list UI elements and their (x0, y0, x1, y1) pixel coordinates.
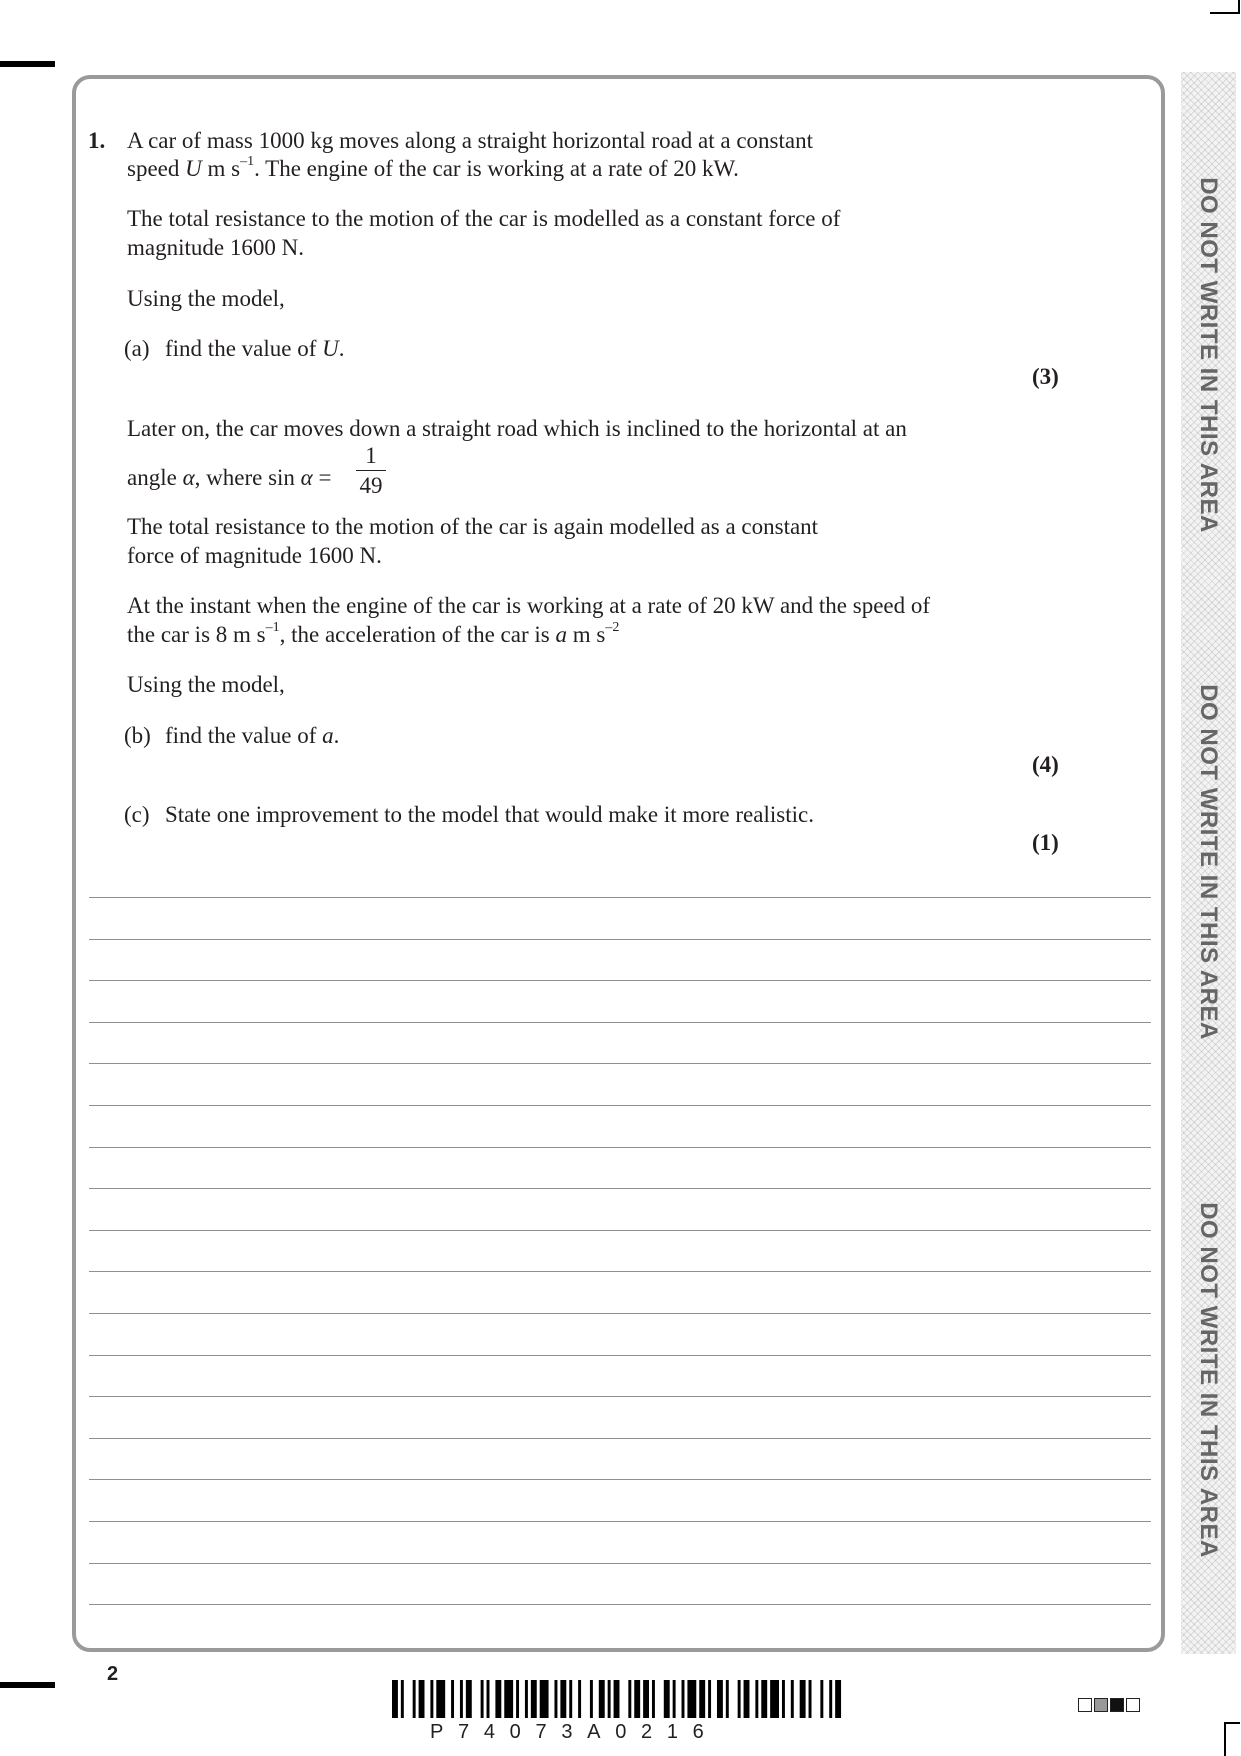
resistance-again-text: The total resistance to the motion of the car is again modelled as a constant (127, 514, 819, 539)
answer-line[interactable] (89, 1271, 1151, 1272)
answer-line[interactable] (89, 1147, 1151, 1148)
part-b-text: find the value of a. (165, 723, 340, 748)
barcode-bar (782, 1680, 785, 1718)
barcode-bar (761, 1680, 767, 1718)
answer-line[interactable] (89, 1563, 1151, 1564)
answer-line[interactable] (89, 1479, 1151, 1480)
question-intro-line: speed U m $s^{-1}$. The engine of the car is working at a rate of 20 kW. (127, 154, 739, 181)
part-a-marks: (3) (1032, 364, 1059, 389)
using-model-text: Using the model, (127, 286, 285, 311)
part-c-marks: (1) (1032, 830, 1059, 855)
answer-line[interactable] (89, 1022, 1151, 1023)
barcode (392, 1680, 844, 1720)
barcode-bar (687, 1680, 696, 1718)
part-a-text: find the value of U. (165, 336, 345, 361)
page-number: 2 (107, 1663, 119, 1685)
angle-text: angle α, where sin α = (127, 465, 332, 490)
barcode-bar (540, 1680, 549, 1718)
barcode-bar (554, 1680, 557, 1718)
answer-line[interactable] (89, 939, 1151, 940)
barcode-bar (451, 1680, 454, 1718)
question-number: 1. (88, 128, 106, 153)
barcode-bar (608, 1680, 611, 1718)
resistance-again-text: force of magnitude 1600 N. (127, 543, 382, 568)
crop-mark (1210, 0, 1240, 14)
barcode-bar (590, 1680, 593, 1718)
barcode-bar (708, 1680, 711, 1718)
check-square (1094, 1698, 1108, 1712)
barcode-bar (495, 1680, 501, 1718)
answer-line[interactable] (89, 1438, 1151, 1439)
answer-line[interactable] (89, 1230, 1151, 1231)
answer-line[interactable] (89, 1521, 1151, 1522)
barcode-bar (634, 1680, 640, 1718)
barcode-bar (755, 1680, 758, 1718)
using-model-text: Using the model, (127, 672, 285, 697)
barcode-bar (791, 1680, 794, 1718)
barcode-bar (614, 1680, 620, 1718)
barcode-bar (652, 1680, 655, 1718)
barcode-bar (460, 1680, 463, 1718)
barcode-bar (770, 1680, 779, 1718)
barcode-bar (525, 1680, 528, 1718)
part-c-label: (c) (124, 802, 150, 827)
fraction-bar (356, 470, 386, 471)
answer-line[interactable] (89, 897, 1151, 898)
barcode-bar (516, 1680, 519, 1718)
barcode-bar (560, 1680, 566, 1718)
answer-line[interactable] (89, 1063, 1151, 1064)
barcode-bar (800, 1680, 806, 1718)
barcode-bar (487, 1680, 490, 1718)
barcode-bar (717, 1680, 723, 1718)
sin-alpha-fraction (356, 444, 386, 498)
instant-text: At the instant when the engine of the car is working at a rate of 20 kW and the speed of (127, 593, 931, 618)
answer-line[interactable] (89, 1313, 1151, 1314)
barcode-bar (628, 1680, 631, 1718)
part-b-label: (b) (124, 723, 151, 748)
barcode-bar (504, 1680, 513, 1718)
barcode-bar (569, 1680, 572, 1718)
barcode-bar (599, 1680, 605, 1718)
check-square (1078, 1698, 1092, 1712)
fraction-numerator: 1 (365, 443, 377, 468)
barcode-bar (643, 1680, 649, 1718)
crop-mark (1224, 1722, 1240, 1756)
question-intro-line: A car of mass 1000 kg moves along a straight horizontal road at a constant (127, 128, 813, 153)
barcode-bar (578, 1680, 581, 1718)
barcode-bar (436, 1680, 445, 1718)
barcode-bar (726, 1680, 729, 1718)
answer-line[interactable] (89, 980, 1151, 981)
barcode-bar (664, 1680, 670, 1718)
resistance-text: The total resistance to the motion of the car is modelled as a constant force of (127, 206, 841, 231)
barcode-bar (419, 1680, 425, 1718)
incline-text: Later on, the car moves down a straight road which is inclined to the horizontal at an (127, 416, 907, 441)
barcode-bar (744, 1680, 750, 1718)
barcode-bar (481, 1680, 484, 1718)
part-b-marks: (4) (1032, 752, 1059, 777)
part-a-label: (a) (124, 336, 150, 361)
check-square (1126, 1698, 1140, 1712)
barcode-bar (738, 1680, 741, 1718)
fraction-denominator: 49 (359, 473, 383, 498)
instant-text: the car is 8 m $s^{-1}$, the acceleration of the car is a m $s^{-2}$ (127, 620, 620, 647)
barcode-bar (673, 1680, 676, 1718)
barcode-text: P74073A0216 (430, 1721, 719, 1743)
part-c-text: State one improvement to the model that would make it more realistic. (165, 802, 814, 827)
check-square (1110, 1698, 1124, 1712)
answer-line[interactable] (89, 1188, 1151, 1189)
barcode-bar (466, 1680, 472, 1718)
answer-line[interactable] (89, 1355, 1151, 1356)
answer-line[interactable] (89, 1396, 1151, 1397)
barcode-bar (430, 1680, 433, 1718)
registration-mark (0, 1682, 55, 1688)
barcode-bar (531, 1680, 537, 1718)
barcode-bar (809, 1680, 812, 1718)
barcode-bar (401, 1680, 404, 1718)
answer-line[interactable] (89, 1105, 1151, 1106)
print-check-squares (1078, 1698, 1140, 1712)
barcode-bar (699, 1680, 705, 1718)
barcode-bar (829, 1680, 832, 1718)
answer-line[interactable] (89, 1604, 1151, 1605)
barcode-bar (835, 1680, 841, 1718)
barcode-bar (820, 1680, 823, 1718)
resistance-text: magnitude 1600 N. (127, 235, 304, 260)
barcode-bar (413, 1680, 416, 1718)
registration-mark (0, 61, 55, 67)
barcode-bar (682, 1680, 685, 1718)
barcode-bar (392, 1680, 398, 1718)
